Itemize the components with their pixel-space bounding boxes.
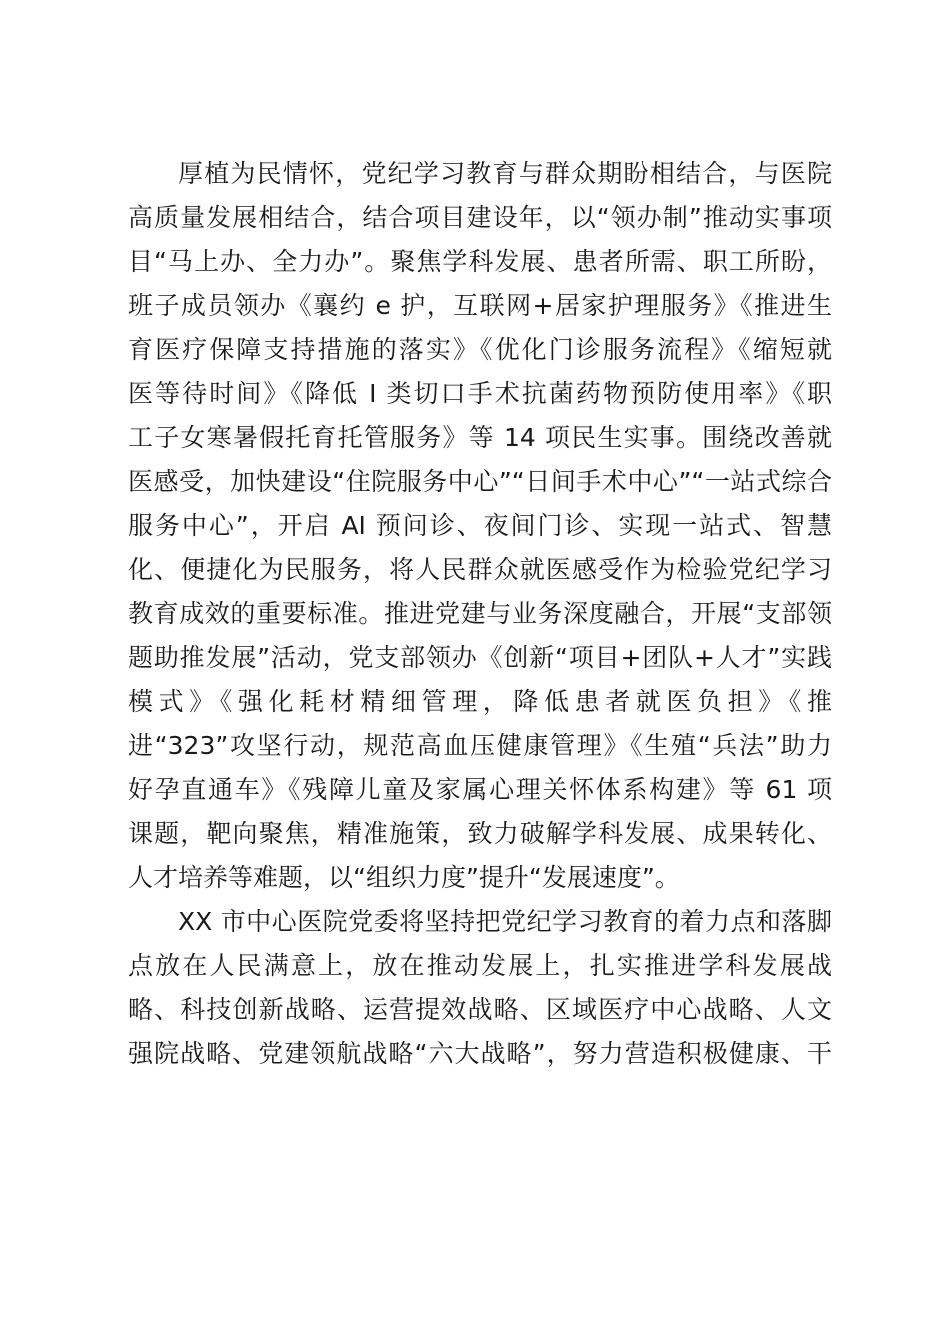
paragraph-1-line-14: 进“323”攻坚行动，规范高血压健康管理》《生殖“兵法”助力 (128, 731, 832, 760)
paragraph-1-line-12: 题助推发展”活动，党支部领办《创新“项目+团队+人才”实践 (128, 643, 832, 672)
paragraph-2-line-1: XX 市中心医院党委将坚持把党纪学习教育的着力点和落脚 (178, 907, 832, 936)
paragraph-1-line-13: 模式》《强化耗材精细管理，降低患者就医负担》《推 (128, 687, 832, 716)
body-text (128, 152, 832, 1076)
paragraph-2-line-4: 强院战略、党建领航战略“六大战略”，努力营造积极健康、干 (128, 1039, 832, 1068)
paragraph-1-line-2: 高质量发展相结合，结合项目建设年，以“领办制”推动实事项 (128, 203, 832, 232)
paragraph-1-line-9: 服务中心”，开启 AI 预问诊、夜间门诊、实现一站式、智慧 (128, 511, 832, 540)
paragraph-1-line-8: 医感受，加快建设“住院服务中心”“日间手术中心”“一站式综合 (128, 467, 832, 496)
paragraph-1-line-11: 教育成效的重要标准。推进党建与业务深度融合，开展“支部领 (128, 599, 832, 628)
paragraph-1-line-3: 目“马上办、全力办”。聚焦学科发展、患者所需、职工所盼， (128, 247, 832, 276)
paragraph-1-line-16: 课题，靶向聚焦，精准施策，致力破解学科发展、成果转化、 (128, 819, 832, 848)
paragraph-1-line-4: 班子成员领办《襄约 e 护，互联网+居家护理服务》《推进生 (128, 291, 832, 320)
paragraph-2-line-3: 略、科技创新战略、运营提效战略、区域医疗中心战略、人文 (128, 995, 832, 1024)
paragraph-1-line-5: 育医疗保障支持措施的落实》《优化门诊服务流程》《缩短就 (128, 335, 832, 364)
paragraph-1-line-6: 医等待时间》《降低 I 类切口手术抗菌药物预防使用率》《职 (128, 379, 832, 408)
paragraph-1-line-1: 厚植为民情怀，党纪学习教育与群众期盼相结合，与医院 (178, 159, 832, 188)
paragraph-1-line-15: 好孕直通车》《残障儿童及家属心理关怀体系构建》等 61 项 (128, 775, 832, 804)
paragraph-1-line-17: 人才培养等难题，以“组织力度”提升“发展速度”。 (128, 863, 680, 892)
paragraph-1-line-10: 化、便捷化为民服务，将人民群众就医感受作为检验党纪学习 (128, 555, 832, 584)
paragraph-2-line-2: 点放在人民满意上，放在推动发展上，扎实推进学科发展战 (128, 951, 832, 980)
paragraph-1-line-7: 工子女寒暑假托育托管服务》等 14 项民生实事。围绕改善就 (128, 423, 832, 452)
